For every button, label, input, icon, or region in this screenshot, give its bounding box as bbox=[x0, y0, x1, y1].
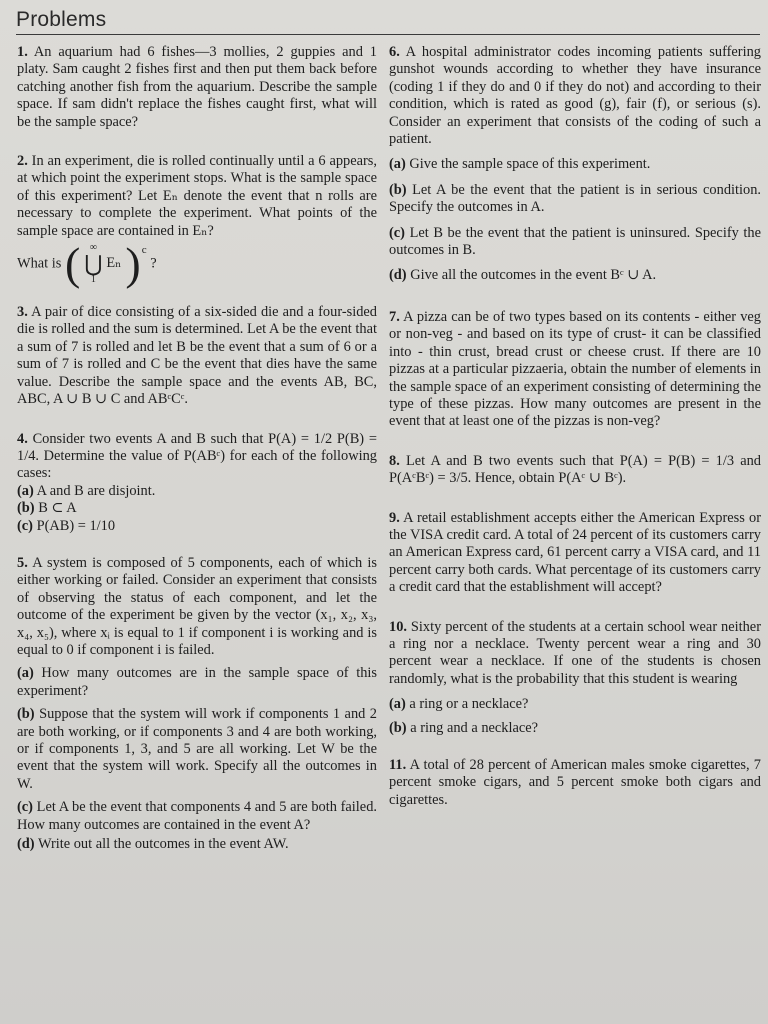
left-column bbox=[17, 44, 377, 853]
part-b-label: (b) bbox=[389, 181, 407, 198]
problem-number: 5. bbox=[17, 554, 28, 571]
problem-1 bbox=[17, 44, 377, 131]
problem-text: A pizza can be of two types based on its contents - either veg or non-veg - and based on its type of crust- it can be classified into - thin crust, bread crust or cheese crust. If there are 10 pizzas at a particular pizzaeria, obtain the number of elements in the sample space of an experiment consisting of determining the type of these pizzas. How many outcomes are present in the event that at least one of the pizzas is non-veg? bbox=[389, 308, 761, 430]
part-a-label: (a) bbox=[389, 696, 406, 713]
part-a-text: How many outcomes are in the sample space of this experiment? bbox=[17, 665, 377, 699]
problem-number: 2. bbox=[17, 153, 28, 170]
part-b-text: a ring and a necklace? bbox=[410, 719, 539, 736]
part-a-label: (a) bbox=[17, 665, 34, 682]
problem-number: 8. bbox=[389, 452, 400, 469]
problem-text: In an experiment, die is rolled continually until a 6 appears, at which point the experiment stops. What is the sample space of this experiment? Let Eₙ denote the event that n rolls are necessary to complete the experiment. What points of the sample space are contained in Eₙ? bbox=[17, 153, 378, 239]
right-paren-glyph: ) bbox=[125, 238, 141, 290]
complement-superscript: c bbox=[141, 244, 147, 257]
part-a-text: Give the sample space of this experiment. bbox=[409, 156, 651, 173]
problem-text: A total of 28 percent of American males smoke cigarettes, 7 percent smoke cigars, and 5 percent smoke both cigars and cigarettes. bbox=[389, 757, 761, 808]
union-symbol: ⋃ bbox=[84, 251, 103, 277]
problem-10 bbox=[389, 619, 761, 737]
part-b-text: Suppose that the system will work if components 1 and 2 are both working, or if components 3 and 4 are both working, or if components 1, 3, and 5 are all working. Let W be the event that the system will work. Specify all the outcomes in W. bbox=[17, 706, 377, 792]
part-d-text: Give all the outcomes in the event Bᶜ ∪ A. bbox=[410, 267, 657, 284]
right-column bbox=[389, 44, 761, 809]
part-a-text: A and B are disjoint. bbox=[36, 482, 156, 499]
part-c-text: Let A be the event that components 4 and 5 are both failed. How many outcomes are contained in the event A? bbox=[17, 799, 377, 833]
problem-number: 4. bbox=[17, 430, 28, 447]
part-a-text: a ring or a necklace? bbox=[409, 696, 529, 713]
problem-5 bbox=[17, 555, 377, 854]
part-d-text: Write out all the outcomes in the event AW. bbox=[37, 836, 289, 853]
part-a-label: (a) bbox=[389, 156, 406, 173]
problem-9 bbox=[389, 510, 761, 597]
problem-2 bbox=[17, 153, 378, 290]
problem-number: 6. bbox=[389, 44, 400, 60]
problem-text: Sixty percent of the students at a certain school wear neither a ring nor a necklace. Twenty percent wear a ring and 30 percent wear a necklace. If one of the students is chosen randomly, what is the probability that this student is wearing bbox=[389, 618, 761, 687]
problem-4 bbox=[17, 431, 377, 535]
problem-number: 10. bbox=[389, 618, 407, 635]
what-is-label: What is bbox=[17, 255, 62, 272]
problem-text: A pair of dice consisting of a six-sided die and a four-sided die is rolled and the sum is determined. Let A be the event that a sum of 7 is rolled and let B be the event that a sum of 6 or a sum of 7 is rolled and C be the event that dies have the same value. Describe the sample space and the events AB, BC, ABC, A ∪ B ∪ C and ABᶜCᶜ. bbox=[17, 304, 377, 408]
problem-8 bbox=[389, 453, 761, 488]
title-rule bbox=[16, 34, 760, 35]
problem-3 bbox=[17, 304, 377, 408]
union-upper-limit: ∞ bbox=[89, 242, 97, 254]
problem-6 bbox=[389, 44, 761, 285]
problem-7 bbox=[389, 309, 761, 431]
question-mark: ? bbox=[150, 255, 157, 272]
part-b-label: (b) bbox=[17, 500, 35, 517]
part-c-text: Let B be the event that the patient is uninsured. Specify the outcomes in B. bbox=[389, 224, 761, 259]
problem-number: 11. bbox=[389, 757, 407, 773]
union-operator bbox=[84, 242, 102, 286]
left-paren-glyph: ( bbox=[64, 238, 81, 290]
problem-number: 7. bbox=[389, 308, 400, 325]
part-c-text: P(AB) = 1/10 bbox=[36, 517, 116, 534]
problem-11 bbox=[389, 757, 761, 809]
page-title: Problems bbox=[16, 8, 107, 31]
problem-number: 9. bbox=[389, 509, 400, 526]
part-b-label: (b) bbox=[17, 706, 35, 723]
part-a-label: (a) bbox=[17, 482, 34, 499]
problem-text: Consider two events A and B such that P(A) = 1/2 P(B) = 1/4. Determine the value of P(ABᶜ) for each of the following cases: bbox=[17, 430, 377, 482]
part-c-label: (c) bbox=[389, 224, 405, 241]
part-b-text: Let A be the event that the patient is in serious condition. Specify the outcomes in A. bbox=[389, 181, 761, 216]
problem-number: 3. bbox=[17, 304, 28, 321]
problem-text: A retail establishment accepts either the American Express or the VISA credit card. A total of 24 percent of its customers carry an American Express card, 61 percent carry a VISA card, and 11 percent carry both cards. What percentage of its customers carry a credit card that the establishment will accept? bbox=[389, 509, 761, 596]
union-lower-limit: 1 bbox=[90, 274, 96, 286]
problem-number: 1. bbox=[17, 44, 28, 60]
part-c-label: (c) bbox=[17, 799, 33, 816]
part-c-label: (c) bbox=[17, 517, 33, 534]
problem-text: A hospital administrator codes incoming patients suffering gunshot wounds according to whether they have insurance (coding 1 if they do and 0 if they do not) and according to their condition, which is rated as good (g), fair (f), or serious (s). Consider an experiment that consists of the coding of such a patient. bbox=[389, 44, 761, 148]
part-b-label: (b) bbox=[389, 719, 407, 736]
union-term: Eₙ bbox=[106, 255, 122, 272]
problem-text: A system is composed of 5 components, each of which is either working or failed. Consider an experiment that consists of observing the status of each component, and let the outcome of the experiment be given by the vector (x₁, x₂, x₃, x₄, x₅), where xᵢ is equal to 1 if component i is working and is equal to 0 if component i is failed. bbox=[17, 554, 377, 658]
part-d-label: (d) bbox=[389, 267, 407, 284]
problem-text: An aquarium had 6 fishes—3 mollies, 2 guppies and 1 platy. Sam caught 2 fishes first and then put them back before catching another fish from the aquarium. Describe the sample space. If sam didn't replace the fishes caught first, what will be the sample space? bbox=[17, 44, 377, 130]
part-b-text: B ⊂ A bbox=[38, 500, 77, 517]
problem-text: Let A and B two events such that P(A) = P(B) = 1/3 and P(AᶜBᶜ) = 3/5. Hence, obtain P(Aᶜ ∪ Bᶜ). bbox=[389, 452, 761, 487]
part-d-label: (d) bbox=[17, 836, 35, 853]
union-expression bbox=[64, 238, 147, 290]
